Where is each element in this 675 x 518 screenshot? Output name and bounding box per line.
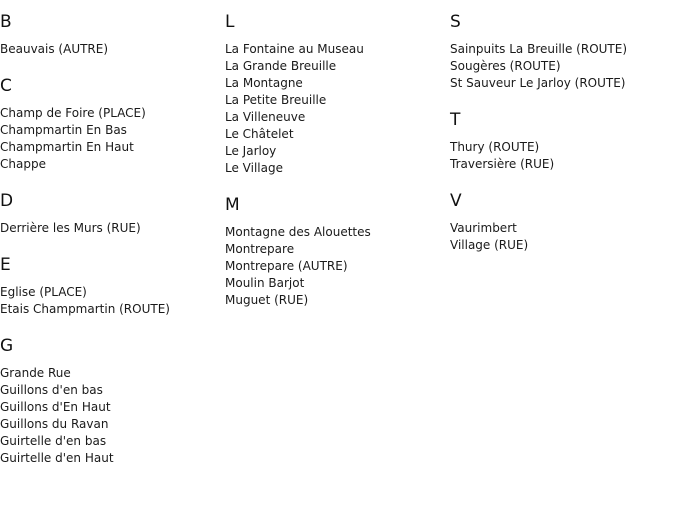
letter-group: [225, 194, 450, 309]
street-name: La Montagne: [225, 76, 303, 90]
street-name: Le Village: [225, 161, 283, 175]
index-column-1: [0, 0, 225, 484]
street-name: La Grande Breuille: [225, 59, 337, 73]
street-name: Village (RUE): [450, 238, 529, 252]
street-name: St Sauveur Le Jarloy (ROUTE): [450, 76, 626, 90]
street-name: Champmartin En Bas: [0, 123, 127, 137]
street-list: [225, 41, 450, 177]
street-name: Montrepare: [225, 242, 295, 256]
letter-heading: D: [0, 191, 14, 211]
street-name: Le Châtelet: [225, 127, 294, 141]
street-name: Eglise (PLACE): [0, 285, 87, 299]
street-name: Grande Rue: [0, 366, 71, 380]
letter-group: [0, 335, 225, 467]
street-name: La Petite Breuille: [225, 93, 327, 107]
letter-heading: S: [450, 12, 461, 32]
street-name: Sougères (ROUTE): [450, 59, 561, 73]
street-list: [450, 220, 675, 254]
street-name: Champmartin En Haut: [0, 140, 134, 154]
street-name: Muguet (RUE): [225, 293, 309, 307]
letter-heading: E: [0, 255, 11, 275]
letter-group: [0, 254, 225, 318]
street-list: [0, 220, 225, 237]
letter-group: [0, 75, 225, 173]
letter-group: [450, 109, 675, 173]
street-name: Montagne des Alouettes: [225, 225, 371, 239]
letter-heading: M: [225, 195, 240, 215]
letter-group: [450, 190, 675, 254]
street-name: Guirtelle d'en bas: [0, 434, 107, 448]
street-name: La Fontaine au Museau: [225, 42, 364, 56]
street-name: Champ de Foire (PLACE): [0, 106, 146, 120]
letter-heading: T: [450, 110, 461, 130]
street-name: Beauvais (AUTRE): [0, 42, 109, 56]
street-name: Montrepare (AUTRE): [225, 259, 348, 273]
street-name: Derrière les Murs (RUE): [0, 221, 141, 235]
letter-heading: B: [0, 12, 12, 32]
street-list: [450, 139, 675, 173]
letter-heading: L: [225, 12, 235, 32]
letter-heading: G: [0, 336, 14, 356]
street-list: [0, 365, 225, 467]
letter-heading: C: [0, 76, 12, 96]
index-column-2: [225, 0, 450, 326]
letter-group: [0, 190, 225, 237]
street-name: Chappe: [0, 157, 46, 171]
letter-group: [0, 11, 225, 58]
letter-group: [225, 11, 450, 177]
street-name: Vaurimbert: [450, 221, 517, 235]
index-column-3: [450, 0, 675, 271]
street-name: Thury (ROUTE): [450, 140, 540, 154]
letter-group: [450, 11, 675, 92]
letter-heading: V: [450, 191, 462, 211]
street-name: Guillons du Ravan: [0, 417, 109, 431]
street-name: Traversière (RUE): [450, 157, 555, 171]
street-name: Etais Champmartin (ROUTE): [0, 302, 170, 316]
street-name: Sainpuits La Breuille (ROUTE): [450, 42, 628, 56]
street-list: [450, 41, 675, 92]
street-list: [0, 105, 225, 173]
street-name: Le Jarloy: [225, 144, 277, 158]
street-name: Guirtelle d'en Haut: [0, 451, 114, 465]
street-name: Guillons d'en bas: [0, 383, 103, 397]
street-list: [0, 284, 225, 318]
street-name: Moulin Barjot: [225, 276, 305, 290]
street-list: [0, 41, 225, 58]
street-name: Guillons d'En Haut: [0, 400, 111, 414]
street-name: La Villeneuve: [225, 110, 306, 124]
street-list: [225, 224, 450, 309]
